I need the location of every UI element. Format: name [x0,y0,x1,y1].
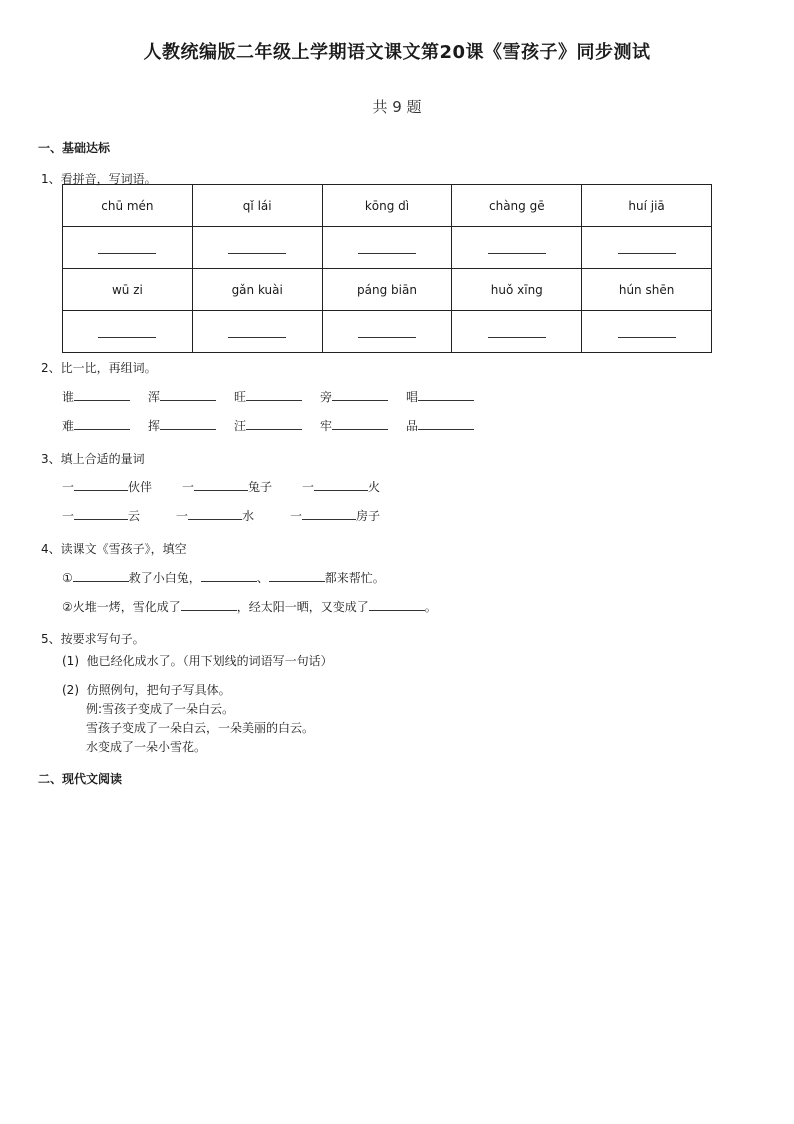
answer-cell[interactable] [452,227,582,269]
answer-blank[interactable] [358,323,416,338]
page-title: 人教统编版二年级上学期语文课文第20课《雪孩子》同步测试 [143,42,651,63]
fill-line-2 [62,598,437,615]
answer-cell[interactable] [582,311,712,353]
measure-row-2 [62,507,410,524]
answer-blank[interactable] [98,323,156,338]
answer-blank[interactable] [228,323,286,338]
answer-cell[interactable] [192,227,322,269]
noun: 兔子 [248,480,273,494]
pinyin-cell: hún shēn [582,269,712,311]
text-segment: 。 [424,600,437,614]
answer-cell[interactable] [452,311,582,353]
text-segment: 救了小白兔， [128,571,201,585]
question-2-label: 2、比一比，再组词。 [41,361,157,375]
answer-blank[interactable] [246,388,302,401]
measure-row-1 [62,478,422,495]
answer-blank[interactable] [332,388,388,401]
answer-blank[interactable] [160,417,216,430]
pinyin-cell: chū mén [63,185,193,227]
answer-blank[interactable] [488,239,546,254]
noun: 房子 [356,509,381,523]
answer-cell[interactable] [192,311,322,353]
pinyin-row [63,185,712,227]
answer-blank[interactable] [188,507,242,520]
answer-blank[interactable] [74,478,128,491]
answer-blank[interactable] [618,239,676,254]
pinyin-cell: gǎn kuài [192,269,322,311]
character: 谁 [62,390,75,404]
text-segment: ②火堆一烤，雪化成了 [62,600,181,614]
pinyin-cell: chàng gē [452,185,582,227]
prefix-one: 一 [62,509,75,523]
question-5-label: 5、按要求写句子。 [41,632,145,646]
answer-cell[interactable] [582,227,712,269]
character: 品 [406,419,419,433]
fill-line-1 [62,569,385,586]
question-4-label: 4、读课文《雪孩子》，填空 [41,542,187,556]
circle-number-1: ① [62,571,73,585]
answer-blank[interactable] [246,417,302,430]
answer-blank[interactable] [194,478,248,491]
pinyin-cell: qǐ lái [192,185,322,227]
answer-blank[interactable] [418,417,474,430]
pinyin-cell: wū zi [63,269,193,311]
question-count: 共 9 题 [372,98,422,116]
prefix-one: 一 [302,480,315,494]
answer-blank[interactable] [488,323,546,338]
text-segment: 都来帮忙。 [324,571,385,585]
answer-blank[interactable] [418,388,474,401]
sub-question-1: (1) 他已经化成水了。（用下划线的词语写一句话） [62,654,333,668]
answer-blank[interactable] [358,239,416,254]
prefix-one: 一 [290,509,303,523]
pinyin-cell: huí jiā [582,185,712,227]
character: 汪 [234,419,247,433]
answer-blank[interactable] [160,388,216,401]
sub-question-2: (2) 仿照例句，把句子写具体。 [62,683,231,697]
noun: 云 [128,509,141,523]
section-heading-reading: 二、现代文阅读 [38,772,123,786]
prefix-one: 一 [176,509,189,523]
character: 牢 [320,419,333,433]
character: 挥 [148,419,161,433]
pinyin-row [63,269,712,311]
answer-blank[interactable] [369,598,425,611]
character: 唱 [406,390,419,404]
target-sentence: 水变成了一朵小雪花。 [86,740,207,754]
section-heading-basic: 一、基础达标 [38,141,111,155]
text-segment: 、 [256,571,269,585]
prefix-one: 一 [62,480,75,494]
answer-blank[interactable] [74,417,130,430]
text-segment: ，经太阳一晒，又变成了 [236,600,369,614]
question-1-label: 1、看拼音，写词语。 [41,172,157,186]
answer-blank[interactable] [74,388,130,401]
answer-blank[interactable] [201,569,257,582]
answer-blank[interactable] [73,569,129,582]
compare-row-1 [62,388,492,405]
answer-blank[interactable] [314,478,368,491]
answer-row [63,227,712,269]
answer-blank[interactable] [618,323,676,338]
pinyin-cell: kōng dì [322,185,452,227]
pinyin-cell: huǒ xīng [452,269,582,311]
answer-blank[interactable] [302,507,356,520]
character: 旺 [234,390,247,404]
answer-blank[interactable] [332,417,388,430]
example-expanded: 雪孩子变成了一朵白云，一朵美丽的白云。 [86,721,315,735]
answer-blank[interactable] [98,239,156,254]
answer-blank[interactable] [181,598,237,611]
pinyin-cell: páng biān [322,269,452,311]
answer-cell[interactable] [322,311,452,353]
answer-cell[interactable] [63,311,193,353]
question-3-label: 3、填上合适的量词 [41,452,145,466]
pinyin-table [62,184,712,353]
answer-cell[interactable] [322,227,452,269]
character: 旁 [320,390,333,404]
answer-row [63,311,712,353]
noun: 水 [242,509,255,523]
character: 难 [62,419,75,433]
example-sentence: 例:雪孩子变成了一朵白云。 [86,702,235,716]
answer-cell[interactable] [63,227,193,269]
noun: 伙伴 [128,480,153,494]
prefix-one: 一 [182,480,195,494]
compare-row-2 [62,417,492,434]
answer-blank[interactable] [74,507,128,520]
answer-blank[interactable] [269,569,325,582]
character: 浑 [148,390,161,404]
noun: 火 [368,480,381,494]
answer-blank[interactable] [228,239,286,254]
